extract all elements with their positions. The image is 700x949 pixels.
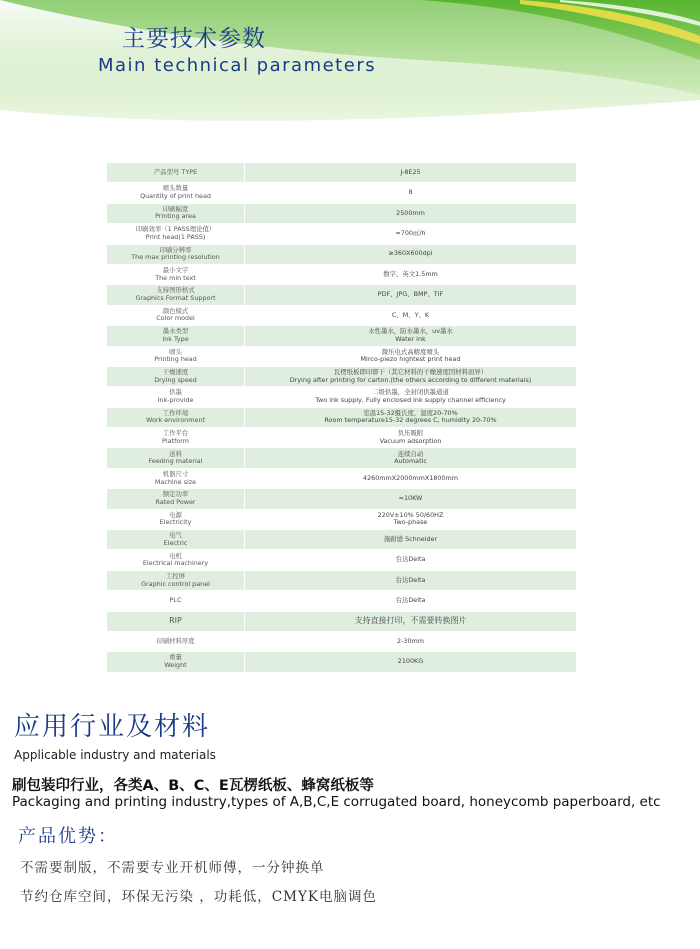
advantage-line-2: 节约仓库空间，环保无污染 ，功耗低，CMYK电脑调色	[20, 889, 377, 905]
spec-value-line: 8	[408, 188, 413, 197]
spec-label	[107, 571, 244, 590]
spec-value	[244, 448, 576, 467]
spec-value	[244, 408, 576, 427]
spec-label-line: Quantity of print head	[140, 192, 211, 201]
spec-row	[107, 183, 576, 203]
advantage-line-1: 不需要制版，不需要专业开机师傅，一分钟换单	[20, 860, 325, 876]
spec-value	[244, 367, 576, 386]
spec-value	[244, 347, 576, 366]
spec-label	[107, 448, 244, 467]
spec-value-line: 220V±10% 50/60HZ	[377, 510, 444, 519]
spec-row	[107, 285, 576, 305]
spec-label-line: Ink Type	[162, 334, 189, 343]
spec-label-line: Printing head	[154, 355, 197, 364]
spec-value	[244, 591, 576, 610]
spec-label-line: 重量	[169, 653, 182, 662]
spec-row	[107, 224, 576, 244]
spec-value-line: ≥360X600dpi	[388, 249, 433, 258]
industry-text-cn: 刷包装印行业，各类A、B、C、E瓦楞纸板、蜂窝纸板等	[12, 778, 374, 794]
spec-value	[244, 489, 576, 508]
spec-label-line: Electrical machinery	[142, 559, 209, 568]
spec-label-line: 印刷材料厚度	[156, 636, 195, 645]
spec-value	[244, 163, 576, 182]
spec-value	[244, 510, 576, 529]
spec-value-line: Drying after printing for carton.(the others according to different materials)	[289, 375, 532, 384]
spec-row	[107, 163, 576, 183]
spec-row	[107, 204, 576, 224]
spec-label	[107, 183, 244, 202]
industry-heading-cn: 应用行业及材料	[14, 712, 211, 742]
spec-value	[244, 306, 576, 325]
spec-value-line: 台达Delta	[395, 575, 426, 584]
spec-label	[107, 428, 244, 447]
spec-value-line: PDF、JPG、BMP、TIF	[377, 290, 444, 299]
spec-value-line: J-8E25	[400, 167, 421, 176]
spec-label-line: 送料	[169, 449, 182, 458]
spec-label-line: Color model	[156, 314, 195, 323]
spec-label-line: Graphic control panel	[141, 579, 210, 588]
spec-value-line: 负压吸附	[397, 429, 424, 438]
spec-label-line: The max printing resolution	[131, 253, 220, 262]
spec-value	[244, 326, 576, 345]
spec-value-line: 台达Delta	[395, 596, 426, 605]
spec-label-line: 工作环境	[162, 408, 189, 417]
spec-value-line: 2-30mm	[397, 636, 424, 645]
spec-value-line: 微压电式高精度喷头	[381, 347, 440, 356]
spec-label	[107, 265, 244, 284]
spec-label-line: Ink-provide	[157, 395, 194, 404]
spec-label-line: Drying speed	[154, 375, 197, 384]
spec-value-line: Two-phase	[393, 518, 428, 527]
spec-row	[107, 387, 576, 407]
spec-row	[107, 367, 576, 387]
spec-value	[244, 571, 576, 590]
spec-value-line: 连续自动	[397, 449, 424, 458]
spec-label-line: 电源	[169, 510, 182, 519]
spec-label-line: 印刷幅宽	[162, 204, 189, 213]
spec-label-line: 供墨	[169, 388, 182, 397]
spec-row	[107, 510, 576, 530]
spec-row	[107, 347, 576, 367]
spec-label-line: Graphics Format Support	[135, 294, 216, 303]
spec-label-line: Platform	[162, 436, 189, 445]
spec-label-line: The min text	[155, 273, 196, 282]
spec-label	[107, 347, 244, 366]
spec-row	[107, 571, 576, 591]
spec-value	[244, 387, 576, 406]
spec-value	[244, 224, 576, 243]
spec-label	[107, 306, 244, 325]
spec-label	[107, 489, 244, 508]
spec-label	[107, 591, 244, 610]
spec-value-line: Vacuum adsorption	[379, 436, 442, 445]
spec-label	[107, 163, 244, 182]
spec-value-line: Mirco-piezo hightest print head	[360, 355, 461, 364]
spec-value-line: C、M、Y、K	[391, 310, 430, 319]
spec-label-line: Feeding material	[148, 457, 203, 466]
spec-value-line: 室温15-32摄氏度，湿度20-70%	[363, 408, 458, 417]
spec-row	[107, 326, 576, 346]
spec-label-line: 产品型号 TYPE	[153, 167, 198, 176]
spec-label-line: PLC	[169, 596, 182, 605]
spec-value-line: 二级供墨，全封闭供墨通道	[372, 388, 449, 397]
spec-label	[107, 224, 244, 243]
spec-value	[244, 612, 576, 631]
spec-value-line: ≈10KW	[398, 494, 423, 503]
spec-value	[244, 550, 576, 569]
spec-label	[107, 510, 244, 529]
spec-value-line: 2100KG	[397, 657, 424, 666]
spec-value-line: 瓦楞纸板即印即干（其它材料的干燥速度因材料而异）	[333, 368, 488, 376]
spec-label	[107, 550, 244, 569]
page-title-cn: 主要技术参数	[122, 26, 266, 52]
spec-label-line: 喷头数量	[162, 184, 189, 193]
spec-value	[244, 183, 576, 202]
spec-label-line: Work environment	[146, 416, 205, 425]
spec-value	[244, 428, 576, 447]
spec-row	[107, 550, 576, 570]
spec-label-line: RIP	[169, 616, 182, 626]
spec-value-line: Room temperature15-32 degrees C, humidity 20-70%	[324, 416, 497, 425]
spec-label-line: Rated Power	[155, 497, 196, 506]
spec-value-line: Two ink supply, Fully enclosed ink supply channel efficiency	[315, 395, 506, 404]
spec-row	[107, 265, 576, 285]
spec-row	[107, 530, 576, 550]
spec-row	[107, 632, 576, 652]
spec-label-line: Print head(1 PASS)	[145, 232, 206, 241]
spec-label-line: 电气	[169, 531, 182, 540]
spec-label-line: Electricity	[159, 518, 192, 527]
spec-value	[244, 204, 576, 223]
spec-value-line: 2500mm	[396, 208, 425, 217]
spec-label-line: 工控屏	[165, 571, 186, 580]
spec-value-line: ≈700㎡/h	[395, 229, 426, 238]
spec-row	[107, 469, 576, 489]
industry-heading-en: Applicable industry and materials	[14, 748, 216, 762]
spec-label-line: Weight	[164, 661, 187, 670]
spec-label	[107, 326, 244, 345]
spec-label	[107, 612, 244, 631]
spec-row	[107, 652, 576, 672]
spec-label-line: 电机	[169, 551, 182, 560]
industry-text-en: Packaging and printing industry,types of A,B,C,E corrugated board, honeycomb paperboard, etc	[12, 794, 661, 810]
spec-value	[244, 285, 576, 304]
spec-label-line: 支持图形格式	[156, 286, 195, 295]
spec-row	[107, 612, 576, 632]
spec-label	[107, 367, 244, 386]
spec-value	[244, 632, 576, 651]
spec-label-line: 额定功率	[162, 490, 189, 499]
spec-label	[107, 204, 244, 223]
spec-value-line: Water ink	[395, 334, 426, 343]
spec-value	[244, 265, 576, 284]
spec-label	[107, 652, 244, 671]
spec-value	[244, 245, 576, 264]
spec-label-line: Machine size	[154, 477, 197, 486]
spec-row	[107, 428, 576, 448]
spec-value-line: 施耐德 Schneider	[383, 534, 438, 543]
advantages-heading: 产品优势：	[18, 826, 118, 847]
spec-label-line: 机器尺寸	[162, 469, 189, 478]
spec-value-line: Automatic	[394, 457, 427, 466]
spec-value	[244, 652, 576, 671]
spec-value	[244, 469, 576, 488]
spec-label	[107, 245, 244, 264]
spec-label-line: 工作平台	[162, 429, 189, 438]
spec-label-line: 喷头	[169, 347, 182, 356]
spec-label	[107, 285, 244, 304]
spec-label-line: Electric	[163, 538, 188, 547]
spec-value-line: 台达Delta	[395, 555, 426, 564]
spec-label	[107, 632, 244, 651]
spec-label	[107, 469, 244, 488]
page-title-en: Main technical parameters	[98, 55, 377, 76]
spec-value-line: 支持直接打印，不需要转换图片	[354, 616, 467, 626]
spec-row	[107, 306, 576, 326]
spec-row	[107, 591, 576, 611]
spec-label-line: 印刷分辨率	[159, 245, 192, 254]
spec-table	[107, 163, 576, 673]
spec-row	[107, 489, 576, 509]
spec-row	[107, 408, 576, 428]
spec-value-line: 水性墨水，防水墨水，uv墨水	[368, 327, 453, 336]
spec-label-line: 墨水类型	[162, 327, 189, 336]
spec-label-line: 印刷效率（1 PASS理论值）	[135, 225, 216, 234]
spec-value-line: 4260mmX2000mmX1800mm	[363, 473, 458, 482]
spec-label	[107, 408, 244, 427]
spec-value-line: 数字、英文1.5mm	[383, 269, 438, 278]
spec-label-line: 颜色模式	[162, 306, 189, 315]
spec-label-line: 干燥速度	[162, 368, 189, 376]
spec-value	[244, 530, 576, 549]
spec-label	[107, 387, 244, 406]
spec-label-line: Printing area	[155, 212, 196, 221]
spec-label-line: 最小文字	[162, 266, 189, 275]
spec-row	[107, 448, 576, 468]
spec-label	[107, 530, 244, 549]
spec-row	[107, 245, 576, 265]
